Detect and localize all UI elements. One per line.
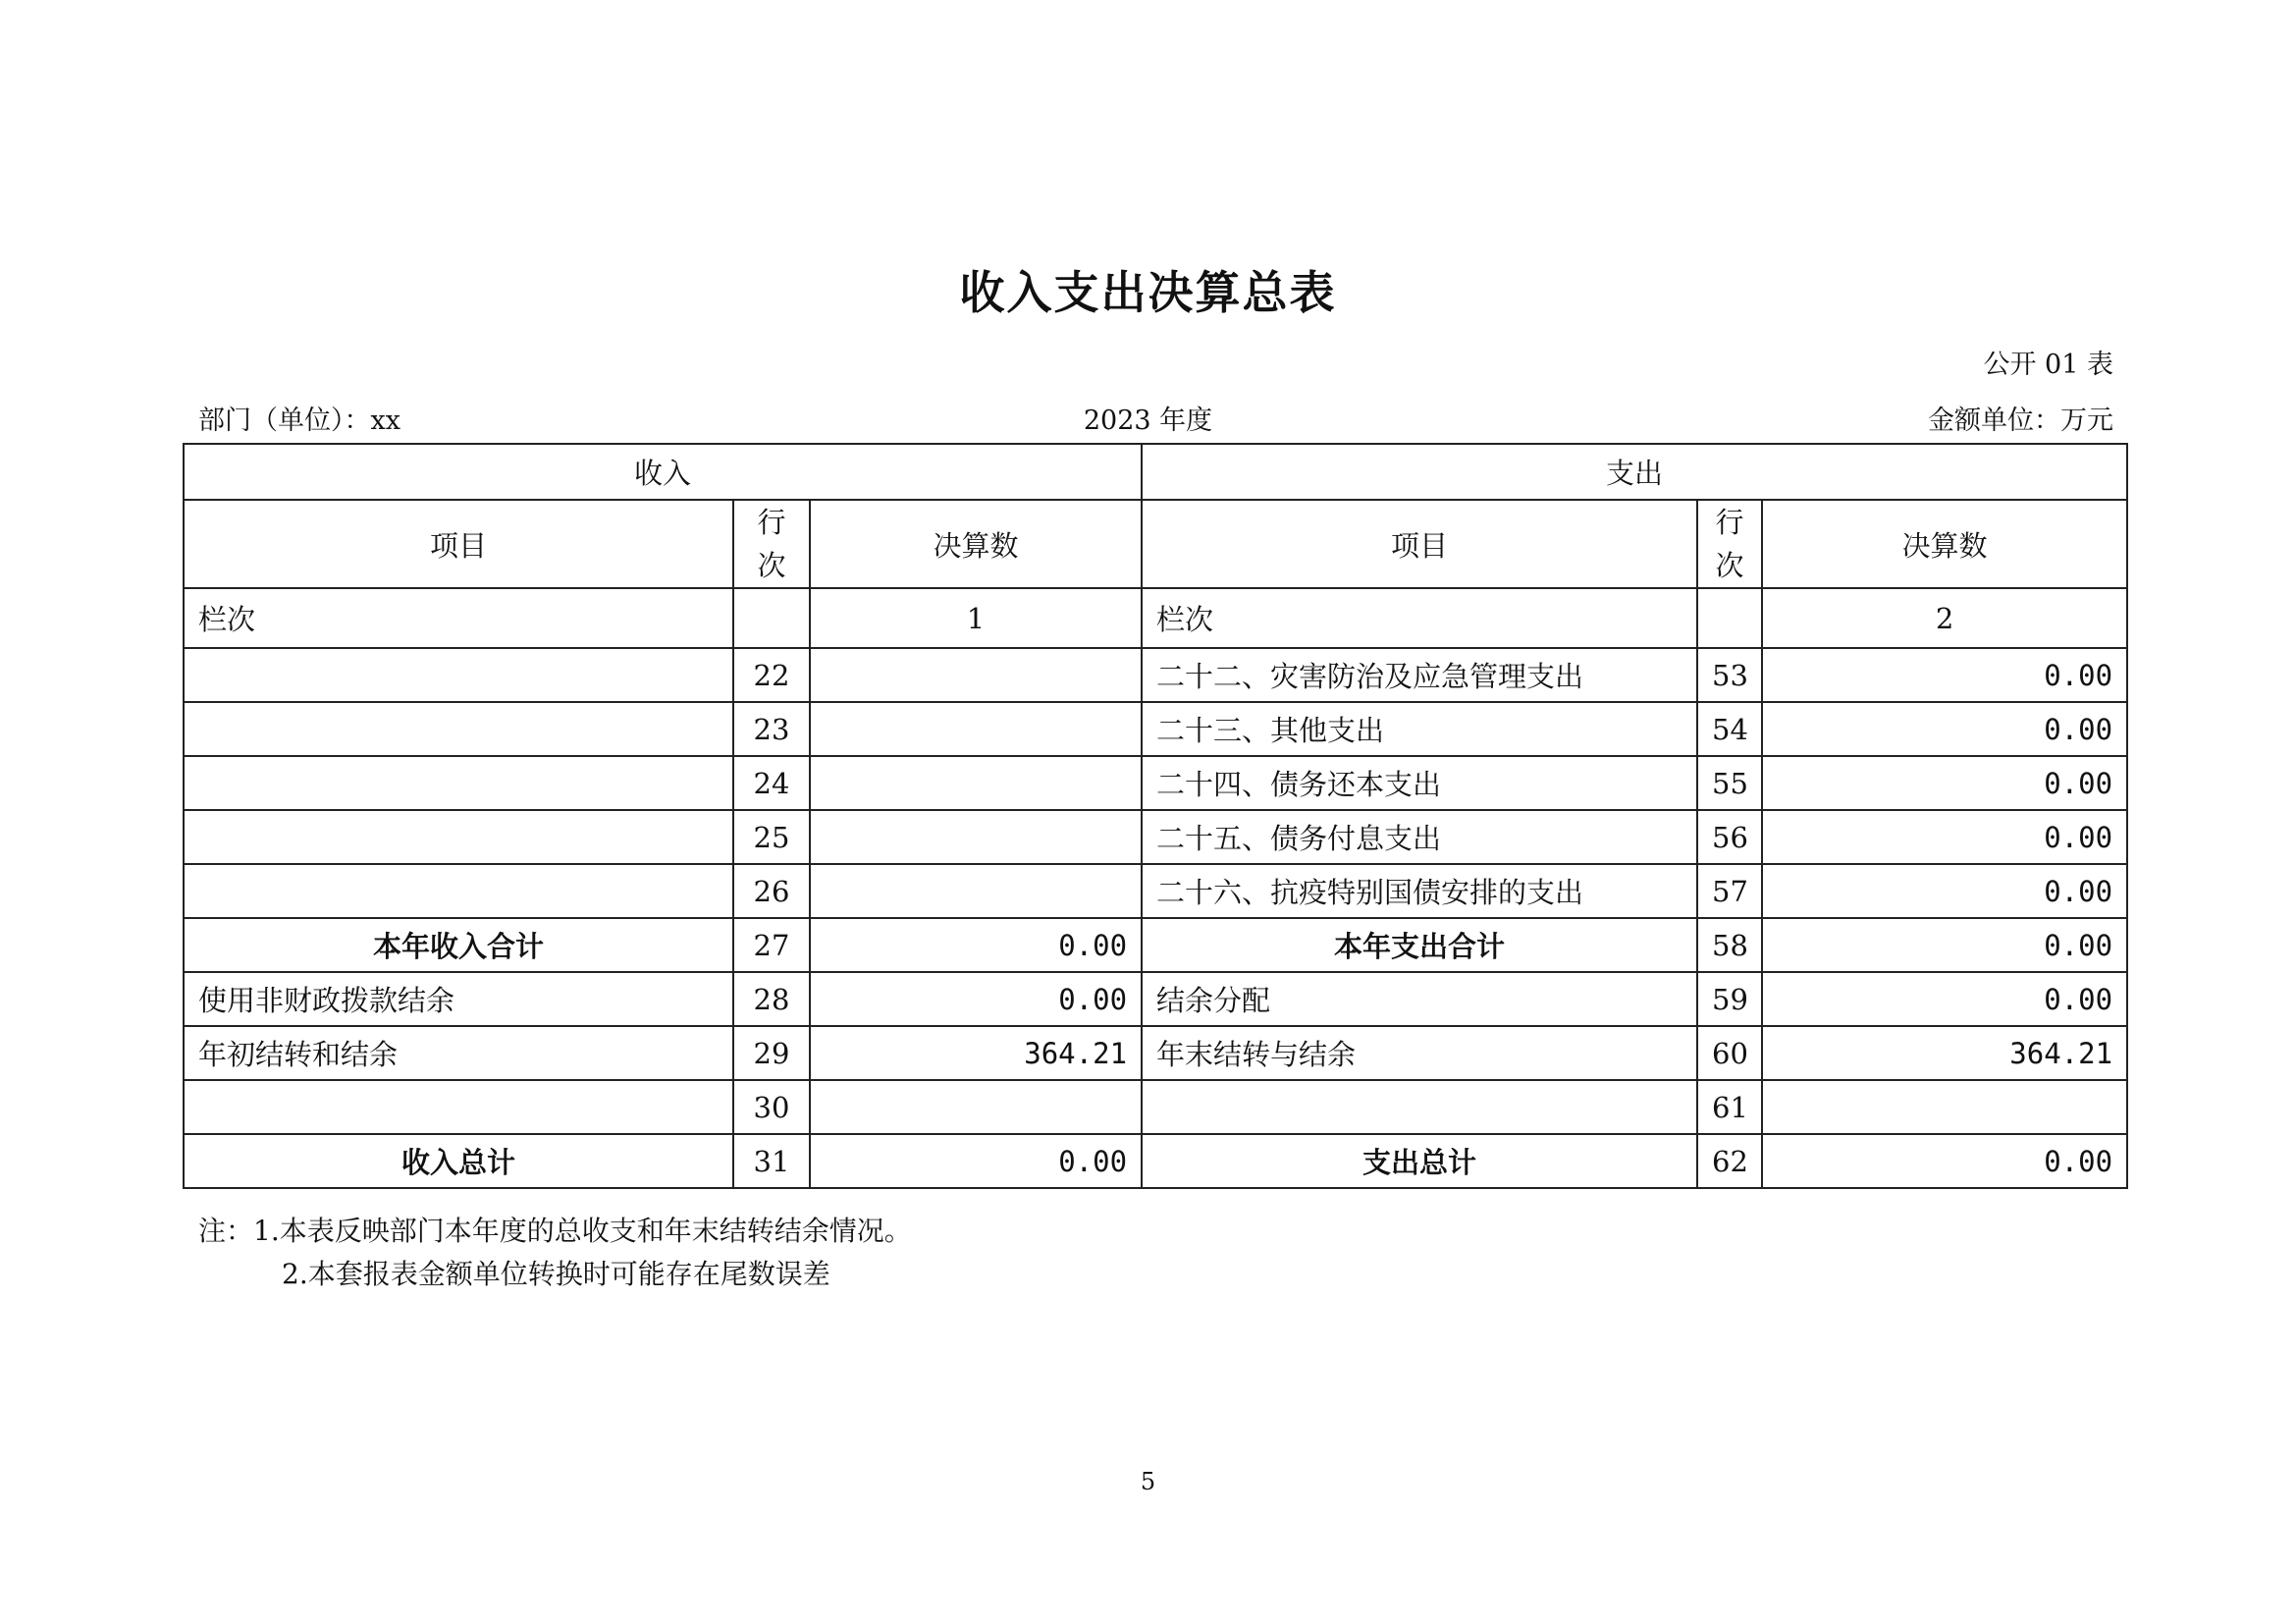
expense-row-number: 59 (1697, 972, 1762, 1026)
page-title: 收入支出决算总表 (959, 266, 1337, 319)
expense-item: 二十五、债务付息支出 (1142, 810, 1697, 864)
expense-rowno-header: 行 次 (1697, 500, 1762, 588)
expense-amount (1762, 1080, 2127, 1134)
expense-item: 年末结转与结余 (1142, 1026, 1697, 1080)
expense-item: 支出总计 (1142, 1134, 1697, 1188)
expense-item: 二十三、其他支出 (1142, 702, 1697, 756)
table-row (184, 648, 2127, 702)
page-number: 5 (1140, 1468, 1156, 1495)
expense-row-number: 57 (1697, 864, 1762, 918)
note-line-2: 2.本套报表金额单位转换时可能存在尾数误差 (282, 1258, 830, 1290)
expense-amount: 0.00 (1762, 918, 2127, 972)
income-group-header: 收入 (184, 444, 1142, 500)
expense-row-number: 56 (1697, 810, 1762, 864)
income-amount-header: 决算数 (810, 500, 1142, 588)
expense-item-header: 项目 (1142, 500, 1697, 588)
income-item (184, 810, 733, 864)
income-row-number: 28 (733, 972, 810, 1026)
expense-amount: 364.21 (1762, 1026, 2127, 1080)
income-item: 年初结转和结余 (184, 1026, 733, 1080)
column-header-row (184, 500, 2127, 588)
income-item (184, 864, 733, 918)
expense-amount-header: 决算数 (1762, 500, 2127, 588)
column-index-row (184, 588, 2127, 648)
income-rowno-header: 行 次 (733, 500, 810, 588)
income-row-number: 25 (733, 810, 810, 864)
expense-row-number: 53 (1697, 648, 1762, 702)
department-label: 部门（单位）：xx (198, 406, 400, 436)
group-header-row (184, 444, 2127, 500)
income-row-number: 24 (733, 756, 810, 810)
expense-item (1142, 1080, 1697, 1134)
expense-row-number: 58 (1697, 918, 1762, 972)
income-row-number: 31 (733, 1134, 810, 1188)
table-row (184, 864, 2127, 918)
income-item: 使用非财政拨款结余 (184, 972, 733, 1026)
expense-row-number: 55 (1697, 756, 1762, 810)
income-amount (810, 702, 1142, 756)
income-amount (810, 648, 1142, 702)
expense-row-number: 54 (1697, 702, 1762, 756)
table-row (184, 1026, 2127, 1080)
total-row (184, 1134, 2127, 1188)
expense-lanci-number: 2 (1762, 588, 2127, 648)
subtotal-row (184, 918, 2127, 972)
expense-row-number: 62 (1697, 1134, 1762, 1188)
expense-item: 二十六、抗疫特别国债安排的支出 (1142, 864, 1697, 918)
expense-amount: 0.00 (1762, 1134, 2127, 1188)
income-row-number: 29 (733, 1026, 810, 1080)
expense-amount: 0.00 (1762, 648, 2127, 702)
income-item: 收入总计 (184, 1134, 733, 1188)
income-amount (810, 864, 1142, 918)
expense-item: 结余分配 (1142, 972, 1697, 1026)
expense-row-number: 60 (1697, 1026, 1762, 1080)
income-item-header: 项目 (184, 500, 733, 588)
income-item (184, 1080, 733, 1134)
income-amount (810, 1080, 1142, 1134)
note-line-1: 注：1.本表反映部门本年度的总收支和年末结转结余情况。 (198, 1215, 912, 1247)
expense-amount: 0.00 (1762, 756, 2127, 810)
expense-amount: 0.00 (1762, 864, 2127, 918)
income-item (184, 648, 733, 702)
income-amount: 0.00 (810, 1134, 1142, 1188)
income-amount: 0.00 (810, 972, 1142, 1026)
income-lanci-label: 栏次 (184, 588, 733, 648)
income-row-number: 27 (733, 918, 810, 972)
expense-item: 本年支出合计 (1142, 918, 1697, 972)
income-row-number: 30 (733, 1080, 810, 1134)
expense-row-number: 61 (1697, 1080, 1762, 1134)
income-row-number: 23 (733, 702, 810, 756)
expense-group-header: 支出 (1142, 444, 2127, 500)
expense-amount: 0.00 (1762, 702, 2127, 756)
expense-amount: 0.00 (1762, 972, 2127, 1026)
income-lanci-number: 1 (810, 588, 1142, 648)
fiscal-year: 2023 年度 (1083, 406, 1213, 436)
income-amount: 364.21 (810, 1026, 1142, 1080)
income-row-number: 22 (733, 648, 810, 702)
income-item (184, 702, 733, 756)
table-row (184, 810, 2127, 864)
income-amount (810, 810, 1142, 864)
expense-item: 二十四、债务还本支出 (1142, 756, 1697, 810)
income-row-number: 26 (733, 864, 810, 918)
amount-unit: 金额单位：万元 (1928, 406, 2113, 436)
expense-item: 二十二、灾害防治及应急管理支出 (1142, 648, 1697, 702)
expense-amount: 0.00 (1762, 810, 2127, 864)
table-row (184, 702, 2127, 756)
table-row (184, 1080, 2127, 1134)
income-item (184, 756, 733, 810)
table-row (184, 972, 2127, 1026)
income-amount: 0.00 (810, 918, 1142, 972)
table-row (184, 756, 2127, 810)
income-item: 本年收入合计 (184, 918, 733, 972)
expense-lanci-label: 栏次 (1142, 588, 1697, 648)
income-amount (810, 756, 1142, 810)
form-number: 公开 01 表 (1983, 350, 2113, 380)
income-expense-table (183, 443, 2128, 1189)
